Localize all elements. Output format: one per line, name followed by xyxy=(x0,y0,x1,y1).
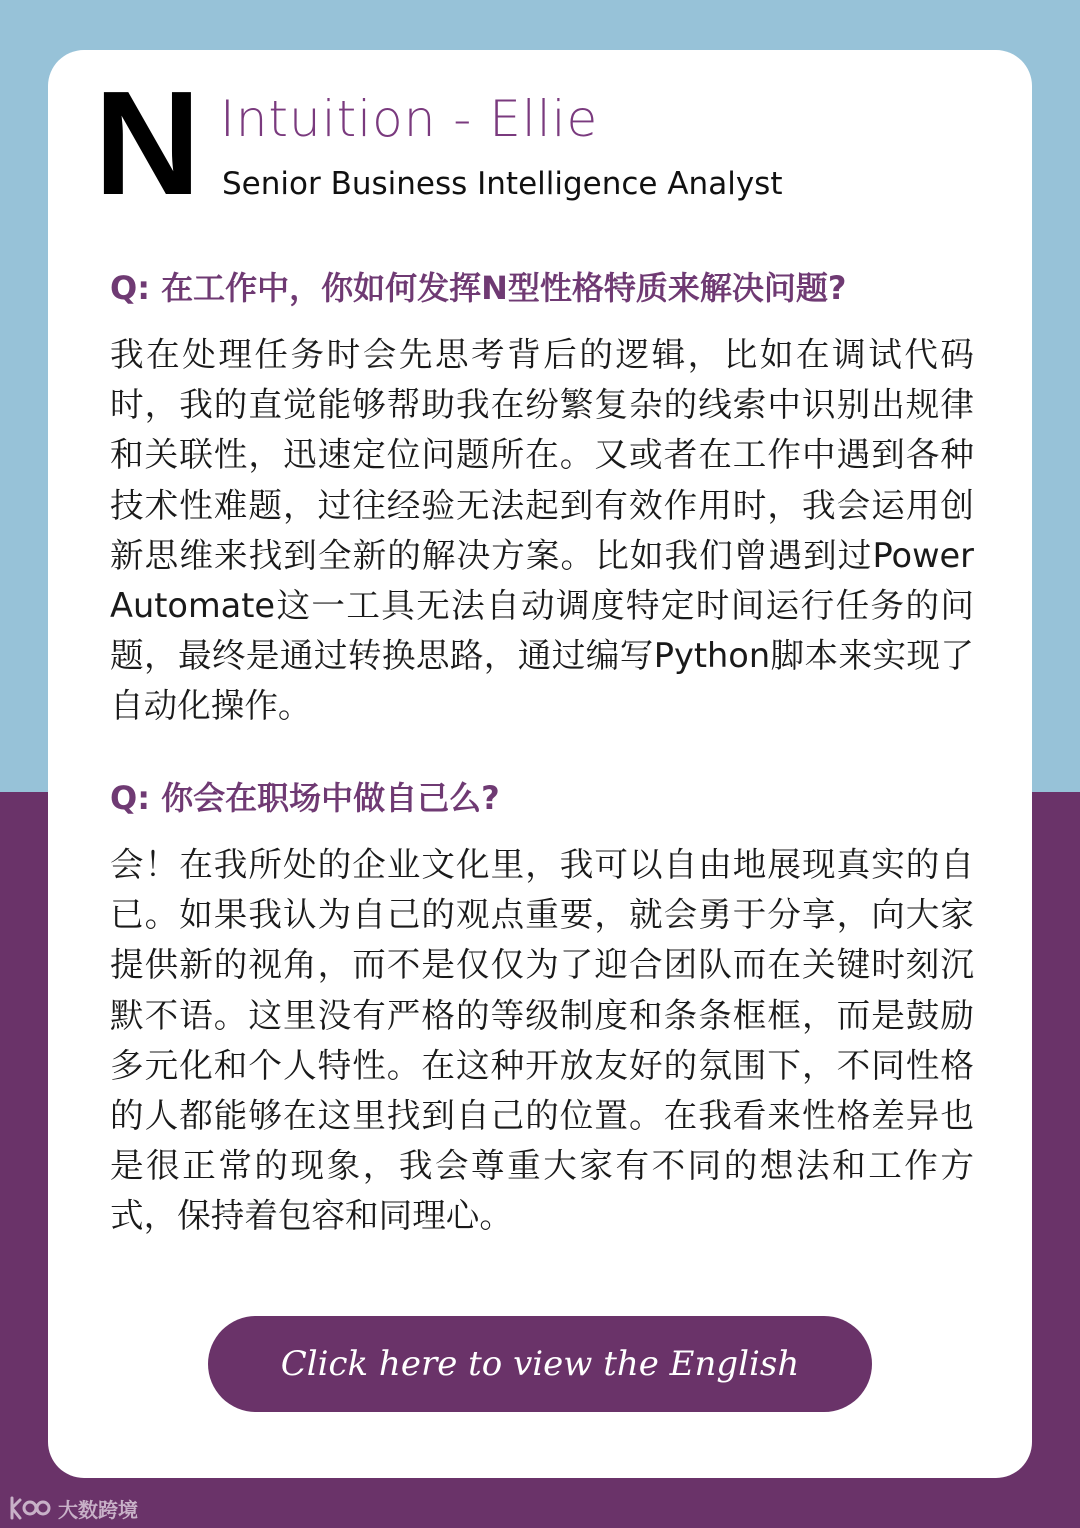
profile-name: Intuition - Ellie xyxy=(220,90,599,148)
profile-role: Senior Business Intelligence Analyst xyxy=(222,166,783,202)
watermark xyxy=(8,1490,138,1526)
personality-letter: N xyxy=(94,61,201,226)
english-version-button[interactable]: Click here to view the English version. xyxy=(208,1316,872,1412)
question-1: Q: 在工作中，你如何发挥N型性格特质来解决问题? xyxy=(110,269,847,307)
answer-1: 我在处理任务时会先思考背后的逻辑，比如在调试代码时，我的直觉能够帮助我在纷繁复杂的线索中识别出规律和关联性，迅速定位问题所在。又或者在工作中遇到各种技术性难题，过往经验无法起到有效作用时，我会运用创新思维来找到全新的解决方案。比如我们曾遇到过Power Automate这一工具无法自动调度特定时间运行任务的问题，最终是通过转换思路，通过编写Python脚本来实现了自动化操作。 xyxy=(110,335,974,726)
question-2: Q: 你会在职场中做自己么? xyxy=(110,779,500,817)
content-card xyxy=(48,50,1032,1478)
answer-2: 会！在我所处的企业文化里，我可以自由地展现真实的自已。如果我认为自己的观点重要，就会勇于分享，向大家提供新的视角，而不是仅仅为了迎合团队而在关键时刻沉默不语。这里没有严格的等级制度和条条框框，而是鼓励多元化和个人特性。在这种开放友好的氛围下，不同性格的人都能够在这里找到自己的位置。在我看来性格差异也是很正常的现象，我会尊重大家有不同的想法和工作方式，保持着包容和同理心。 xyxy=(110,845,974,1236)
watermark-logo-icon xyxy=(8,1494,52,1522)
watermark-text: 大数跨境 xyxy=(58,1497,138,1522)
